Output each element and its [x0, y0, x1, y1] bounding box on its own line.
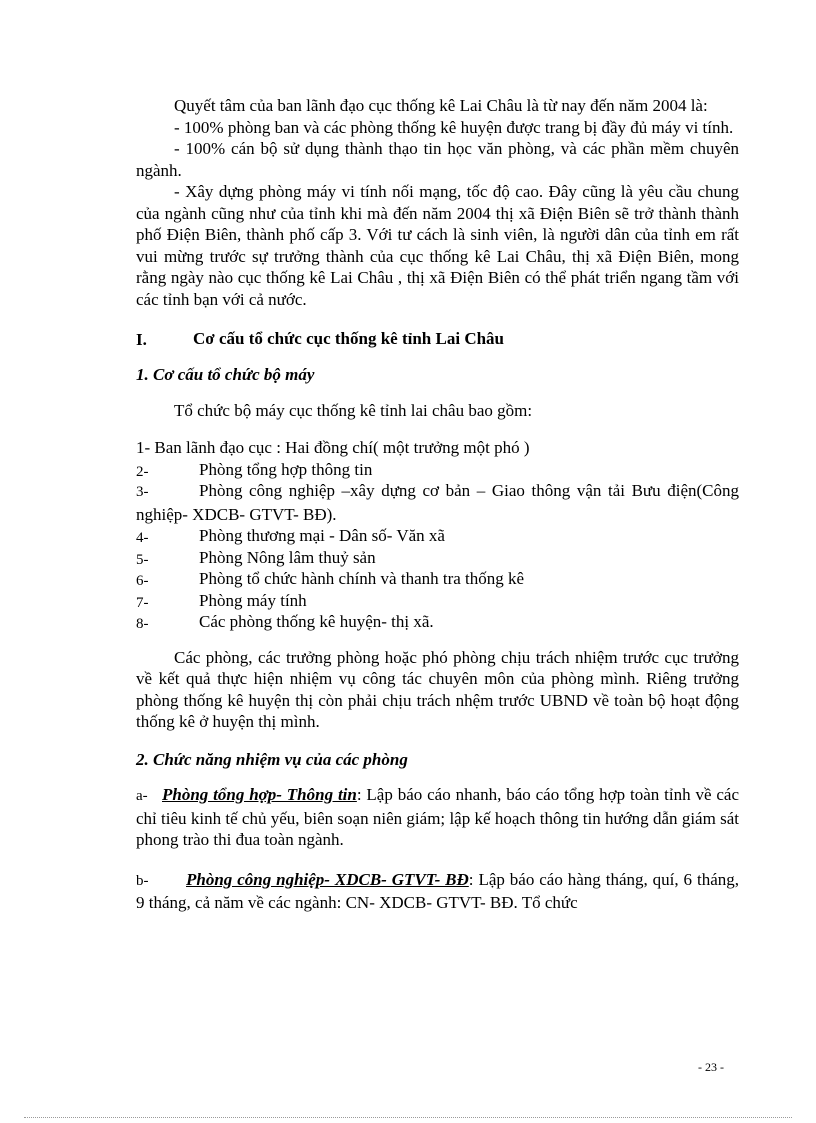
task-a-number: a-: [136, 788, 148, 804]
subsection-2-title: 2. Chức năng nhiệm vụ của các phòng: [136, 749, 408, 769]
org-item-number: 6-: [136, 573, 149, 589]
org-item-text: Phòng công nghiệp –xây dựng cơ bản – Giao thông vận tải Bưu điện(Công nghiệp- XDCB- GTVT- BĐ).: [136, 481, 739, 524]
intro-paragraph: Quyết tâm của ban lãnh đạo cục thống kê Lai Châu là từ nay đến năm 2004 là:: [174, 96, 708, 115]
org-item-text: Phòng tổ chức hành chính và thanh tra thống kê: [199, 569, 525, 588]
org-intro: Tổ chức bộ máy cục thống kê tỉnh lai châu bao gồm:: [174, 400, 533, 420]
org-item: [136, 480, 739, 525]
page-number: - 23 -: [698, 1060, 724, 1074]
org-item-text: Phòng Nông lâm thuỷ sản: [199, 547, 376, 567]
intro-bullet-computers: - 100% phòng ban và các phòng thống kê huyện được trang bị đầy đủ máy vi tính.: [174, 117, 734, 137]
org-closing-paragraph: Các phòng, các trưởng phòng hoặc phó phòng chịu trách nhiệm trước cục trưởng về kết quả thực hiện nhiệm vụ công tác chuyên môn của phòng mình. Riêng trưởng phòng thống kê huyện thị còn phải chịu trách nhệm trước UBND về toàn bộ hoạt động thống kê ở huyện thị mình.: [136, 647, 739, 731]
spacer: [136, 633, 739, 647]
task-b-number: b-: [136, 872, 149, 889]
org-item-number: 5-: [136, 551, 149, 568]
spacer: [136, 770, 739, 784]
org-item: [136, 547, 739, 569]
task-b-text: : Lập báo cáo hàng tháng, quí, 6 tháng, 9 tháng, cả năm về các ngành: CN- XDCB- GTVT- BĐ. Tổ chức: [136, 869, 739, 912]
task-b-label: Phòng công nghiệp- XDCB- GTVT- BĐ: [186, 869, 469, 889]
org-item-number: 2-: [136, 463, 149, 480]
task-a-label: Phòng tổng hợp- Thông tin: [162, 785, 357, 804]
org-item-number: 7-: [136, 594, 149, 611]
section-number: I.: [136, 330, 147, 349]
org-item-text: Phòng thương mại - Dân số- Văn xã: [199, 526, 445, 545]
task-a: [136, 784, 739, 851]
org-item-1: 1- Ban lãnh đạo cục : Hai đồng chí( một trưởng một phó ): [136, 438, 530, 457]
task-a-text: : Lập báo cáo nhanh, báo cáo tổng hợp toàn tỉnh về các chỉ tiêu kinh tế chủ yếu, biên soạn niên giám; lập kế hoạch thông tin hướng dẫn giám sát phong trào thi đua toàn ngành.: [136, 785, 739, 849]
subsection-1-title: 1. Cơ cấu tổ chức bộ máy: [136, 365, 315, 384]
org-item: [136, 611, 739, 633]
org-item: [136, 459, 739, 481]
org-item-number: 8-: [136, 616, 149, 632]
section-title: Cơ cấu tổ chức cục thống kê tỉnh Lai Châu: [193, 329, 505, 348]
section-heading: [136, 327, 739, 351]
bottom-rule: [24, 1117, 792, 1118]
intro-bullet-network: - Xây dựng phòng máy vi tính nối mạng, tốc độ cao. Đây cũng là yêu cầu chung của ngành cũng như của tỉnh khi mà đến năm 2004 thị xã Điện Biên sẽ trở thành thành phố Điện Biên, thành phố cấp 3. Với tư cách là sinh viên, là người dân của tỉnh em rất vui mừng trước sự trưởng thành của cục thống kê Lai Châu, thị xã Điện Biên, mong rằng ngày nào cục thống kê Lai Châu , thị xã Điện Biên có thể phát triển ngang tầm với các tỉnh bạn với cả nước.: [136, 182, 739, 309]
org-item-text: Các phòng thống kê huyện- thị xã.: [199, 612, 434, 631]
document-page: [136, 95, 739, 914]
org-item-text: Phòng tổng hợp thông tin: [199, 459, 373, 479]
spacer: [136, 851, 739, 869]
org-item-text: Phòng máy tính: [199, 590, 307, 610]
org-item: [136, 590, 739, 612]
org-item: [136, 525, 739, 547]
org-item: [136, 568, 739, 590]
org-item-number: 4-: [136, 530, 149, 546]
org-item-number: 3-: [136, 484, 149, 500]
intro-bullet-staff: - 100% cán bộ sử dụng thành thạo tin học văn phòng, và các phần mềm chuyên ngành.: [136, 139, 739, 180]
task-b: [136, 869, 739, 914]
